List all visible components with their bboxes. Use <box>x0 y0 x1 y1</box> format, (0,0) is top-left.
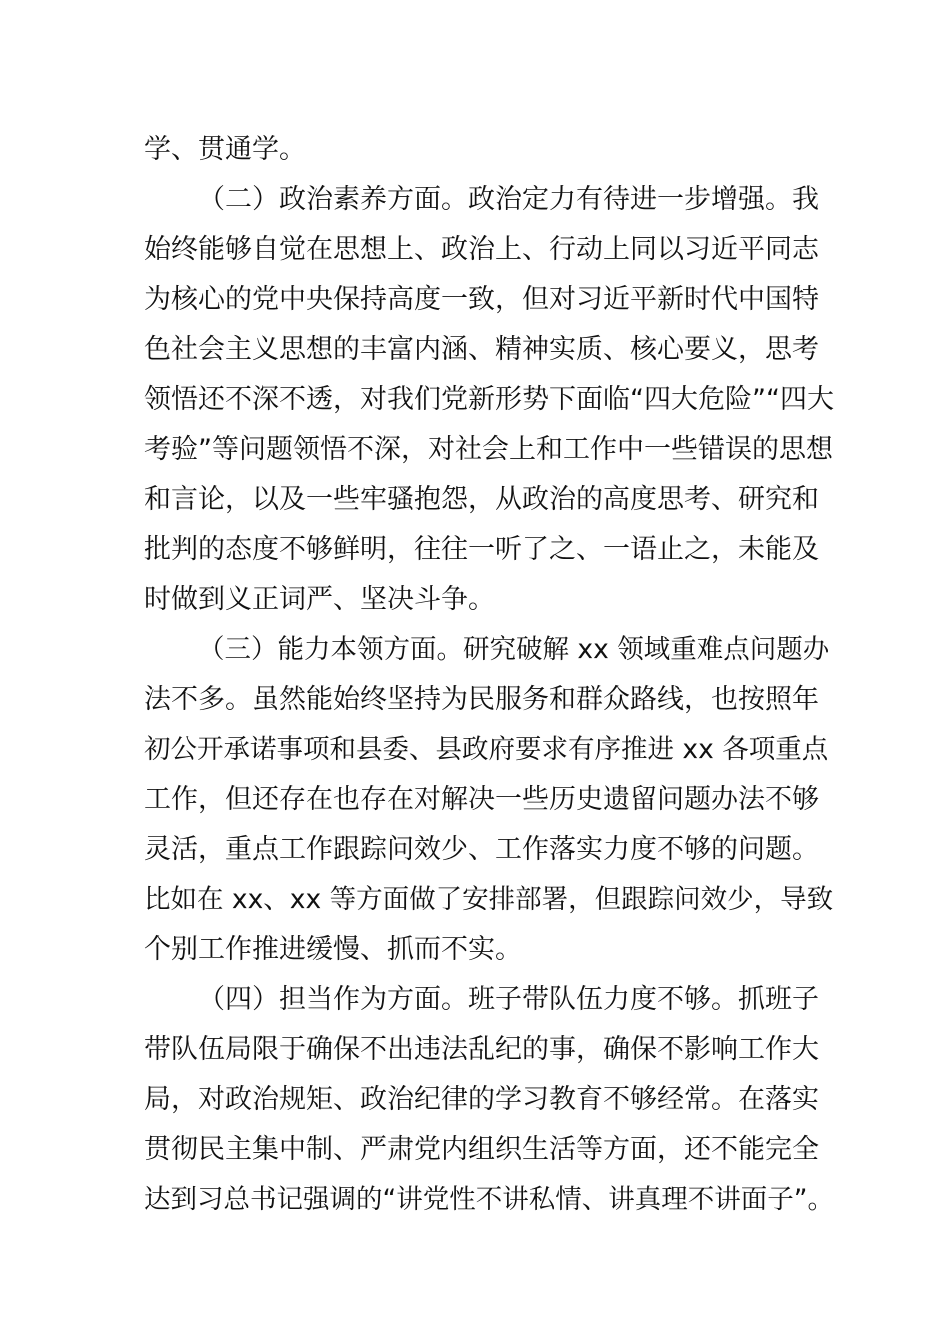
text-line: 和言论，以及一些牢骚抱怨，从政治的高度思考、研究和 <box>144 484 819 515</box>
text-line: 贯彻民主集中制、严肃党内组织生活等方面，还不能完全 <box>144 1134 819 1165</box>
paragraph-2-heading-line: （二）政治素养方面。政治定力有待进一步增强。我 <box>198 184 819 215</box>
text-line: 时做到义正词严、坚决斗争。 <box>144 584 495 615</box>
text-line: 考验”等问题领悟不深，对社会上和工作中一些错误的思想 <box>144 434 833 465</box>
paragraph-3-heading-line: （三）能力本领方面。研究破解 xx 领域重难点问题办 <box>198 634 830 665</box>
text-line: 达到习总书记强调的“讲党性不讲私情、讲真理不讲面子”。 <box>144 1184 834 1215</box>
text-line: 初公开承诺事项和县委、县政府要求有序推进 xx 各项重点 <box>144 734 829 765</box>
text-line: 灵活，重点工作跟踪问效少、工作落实力度不够的问题。 <box>144 834 819 865</box>
text-line: 个别工作推进缓慢、抓而不实。 <box>144 934 522 965</box>
text-line: 批判的态度不够鲜明，往往一听了之、一语止之，未能及 <box>144 534 819 565</box>
paragraph-4-heading-line: （四）担当作为方面。班子带队伍力度不够。抓班子 <box>198 984 819 1015</box>
text-line: 工作，但还存在也存在对解决一些历史遗留问题办法不够 <box>144 784 819 815</box>
text-line: 学、贯通学。 <box>144 134 306 165</box>
text-line: 局，对政治规矩、政治纪律的学习教育不够经常。在落实 <box>144 1084 819 1115</box>
text-line: 法不多。虽然能始终坚持为民服务和群众路线，也按照年 <box>144 684 819 715</box>
text-line: 带队伍局限于确保不出违法乱纪的事，确保不影响工作大 <box>144 1034 819 1065</box>
text-line: 始终能够自觉在思想上、政治上、行动上同以习近平同志 <box>144 234 819 265</box>
text-line: 领悟还不深不透，对我们党新形势下面临“四大危险”“四大 <box>144 384 834 415</box>
text-line: 为核心的党中央保持高度一致，但对习近平新时代中国特 <box>144 284 819 315</box>
text-line: 比如在 xx、xx 等方面做了安排部署，但跟踪问效少，导致 <box>144 884 834 915</box>
text-line: 色社会主义思想的丰富内涵、精神实质、核心要义，思考 <box>144 334 819 365</box>
